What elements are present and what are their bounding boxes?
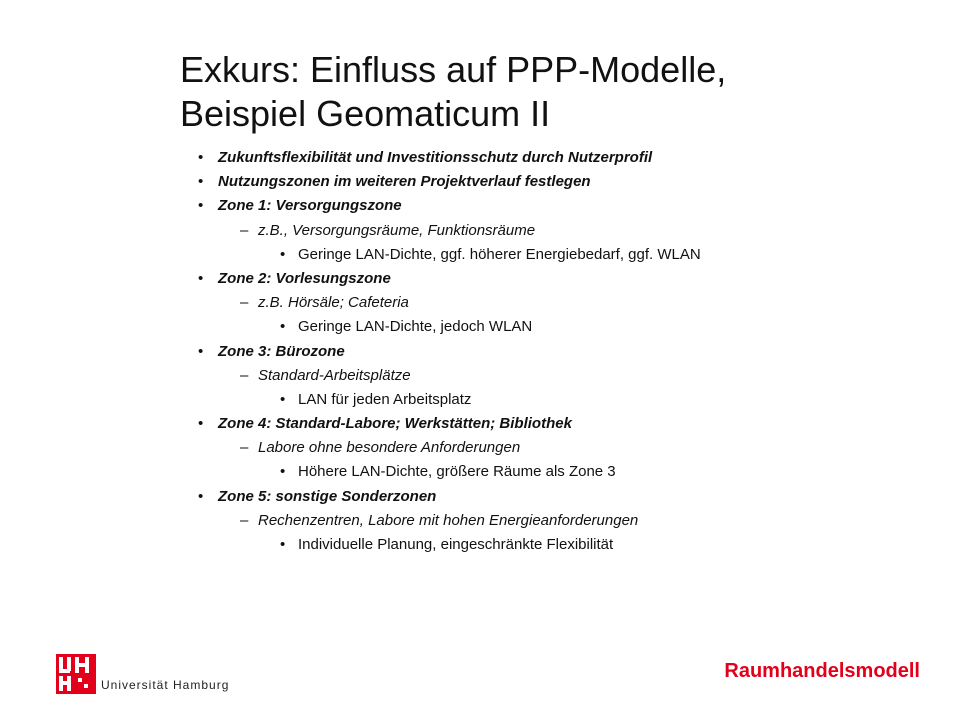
bullet-item	[0, 194, 960, 218]
university-logo	[56, 654, 230, 694]
sub-sub-bullet-item	[0, 388, 960, 412]
bullet-item	[0, 412, 960, 436]
bullet-text: LAN für jeden Arbeitsplatz	[298, 390, 472, 408]
dash-marker: –	[240, 366, 249, 384]
bullet-marker: •	[280, 536, 286, 553]
footer-label: Raumhandelsmodell	[724, 660, 920, 682]
bullet-marker: •	[198, 487, 204, 505]
bullet-item	[0, 267, 960, 291]
bullet-text: Zone 2: Vorlesungszone	[218, 269, 391, 287]
bullet-marker: •	[280, 463, 286, 481]
slide-title-line-2: Beispiel Geomaticum II	[180, 93, 551, 134]
bullet-marker: •	[198, 197, 204, 215]
bullet-text: Labore ohne besondere Anforderungen	[258, 439, 521, 457]
bullet-text: Zone 5: sonstige Sonderzonen	[218, 487, 437, 505]
bullet-text: Zukunftsflexibilität und Investitionsschutz durch Nutzerprofil	[218, 149, 653, 166]
bullet-text: z.B. Hörsäle; Cafeteria	[258, 294, 409, 312]
bullet-marker: •	[280, 318, 286, 336]
bullet-marker: •	[198, 173, 204, 191]
bullet-item	[0, 340, 960, 364]
bullet-text: z.B., Versorgungsräume, Funktionsräume	[258, 221, 536, 239]
bullet-list	[0, 146, 960, 557]
sub-sub-bullet-item	[0, 315, 960, 339]
bullet-item	[0, 485, 960, 509]
sub-bullet-item	[0, 219, 960, 243]
bullet-item	[0, 146, 960, 170]
slide-title	[180, 48, 920, 136]
bullet-text: Individuelle Planung, eingeschränkte Flexibilität	[298, 536, 614, 553]
bullet-text: Rechenzentren, Labore mit hohen Energieanforderungen	[258, 511, 639, 529]
uhh-monogram-icon	[56, 654, 96, 694]
sub-bullet-item	[0, 509, 960, 533]
bullet-item	[0, 170, 960, 194]
bullet-text: Nutzungszonen im weiteren Projektverlauf festlegen	[218, 173, 591, 191]
sub-bullet-item	[0, 291, 960, 315]
bullet-marker: •	[280, 245, 286, 263]
bullet-text: Zone 4: Standard-Labore; Werkstätten; Bibliothek	[218, 415, 572, 433]
slide-title-line-1: Exkurs: Einfluss auf PPP-Modelle,	[180, 49, 727, 90]
bullet-marker: •	[198, 415, 204, 433]
bullet-text: Zone 1: Versorgungszone	[218, 197, 402, 215]
sub-bullet-item	[0, 436, 960, 460]
bullet-marker: •	[280, 390, 286, 408]
bullet-text: Geringe LAN-Dichte, ggf. höherer Energiebedarf, ggf. WLAN	[298, 245, 701, 263]
bullet-text: Zone 3: Bürozone	[218, 342, 345, 360]
dash-marker: –	[240, 221, 249, 239]
sub-bullet-item	[0, 364, 960, 388]
sub-sub-bullet-item	[0, 533, 960, 557]
sub-sub-bullet-item	[0, 460, 960, 484]
bullet-marker: •	[198, 269, 204, 287]
bullet-marker: •	[198, 342, 204, 360]
dash-marker: –	[240, 294, 249, 312]
logo-wordmark: Universität Hamburg	[101, 678, 230, 692]
bullet-text: Geringe LAN-Dichte, jedoch WLAN	[298, 318, 533, 336]
bullet-text: Standard-Arbeitsplätze	[258, 366, 411, 384]
bullet-marker: •	[198, 149, 204, 166]
sub-sub-bullet-item	[0, 243, 960, 267]
bullet-text: Höhere LAN-Dichte, größere Räume als Zone 3	[298, 463, 616, 481]
dash-marker: –	[240, 511, 249, 529]
dash-marker: –	[240, 439, 249, 457]
